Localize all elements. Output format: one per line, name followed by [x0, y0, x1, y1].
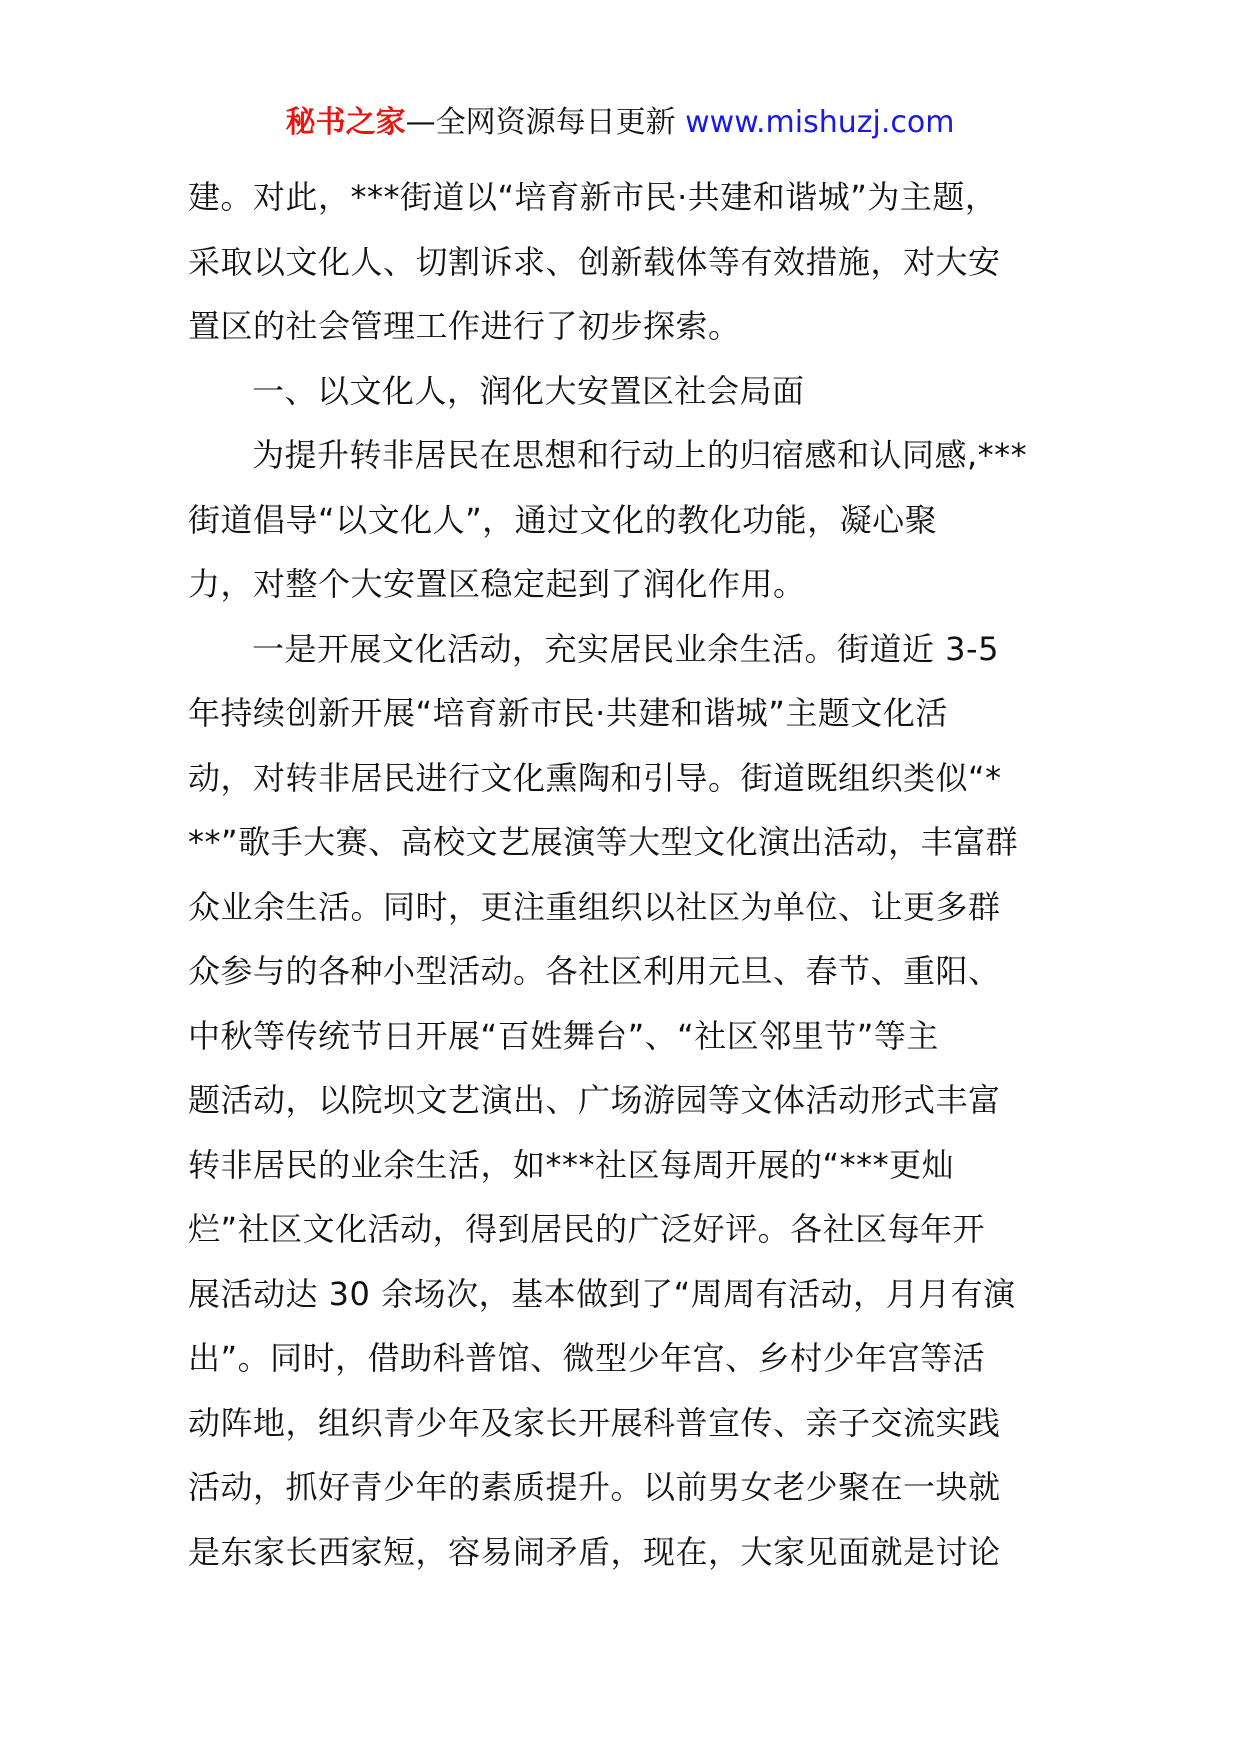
text-line: 一是开展文化活动，充实居民业余生活。街道近 3-5	[252, 629, 999, 668]
text-line: 街道倡导“以文化人”，通过文化的教化功能，凝心聚	[188, 500, 938, 539]
text-line: 众参与的各种小型活动。各社区利用元旦、春节、重阳、	[188, 952, 1001, 990]
text-line: 力，对整个大安置区稳定起到了润化作用。	[188, 565, 806, 603]
document-body	[188, 165, 1056, 1584]
text-line: 建。对此，***街道以“培育新市民·共建和谐城”为主题，	[188, 178, 998, 216]
text-line: 展活动达 30 余场次，基本做到了“周周有活动，月月有演	[188, 1274, 1016, 1313]
text-line: 动阵地，组织青少年及家长开展科普宣传、亲子交流实践	[188, 1403, 1001, 1442]
text-line: 烂”社区文化活动，得到居民的广泛好评。各社区每年开	[188, 1210, 986, 1248]
site-url-link[interactable]: www.mishuzj.com	[685, 105, 955, 140]
text-line: 出”。同时，借助科普馆、微型少年宫、乡村少年宫等活	[188, 1339, 986, 1377]
text-line: 转非居民的业余生活，如***社区每周开展的“***更灿	[188, 1145, 955, 1184]
text-line: **”歌手大赛、高校文艺展演等大型文化演出活动，丰富群	[188, 823, 1019, 861]
brand-name: 秘书之家	[285, 105, 406, 140]
header-slogan: —全网资源每日更新	[405, 105, 676, 140]
text-line: 题活动，以院坝文艺演出、广场游园等文体活动形式丰富	[188, 1081, 1001, 1119]
text-line: 为提升转非居民在思想和行动上的归宿感和认同感,***	[252, 436, 1028, 474]
text-line: 动，对转非居民进行文化熏陶和引导。街道既组织类似“*	[188, 758, 1002, 797]
text-line: 年持续创新开展“培育新市民·共建和谐城”主题文化活	[188, 694, 948, 732]
text-line: 活动，抓好青少年的素质提升。以前男女老少聚在一块就	[188, 1468, 1001, 1506]
site-header	[0, 100, 1240, 146]
text-line: 一、以文化人，润化大安置区社会局面	[252, 371, 805, 410]
text-line: 采取以文化人、切割诉求、创新载体等有效措施，对大安	[188, 242, 1001, 281]
text-line: 中秋等传统节日开展“百姓舞台”、“社区邻里节”等主	[188, 1016, 939, 1055]
text-line: 是东家长西家短，容易闹矛盾，现在，大家见面就是讨论	[188, 1532, 1001, 1571]
text-line: 众业余生活。同时，更注重组织以社区为单位、让更多群	[188, 887, 1001, 926]
text-line: 置区的社会管理工作进行了初步探索。	[188, 307, 741, 345]
